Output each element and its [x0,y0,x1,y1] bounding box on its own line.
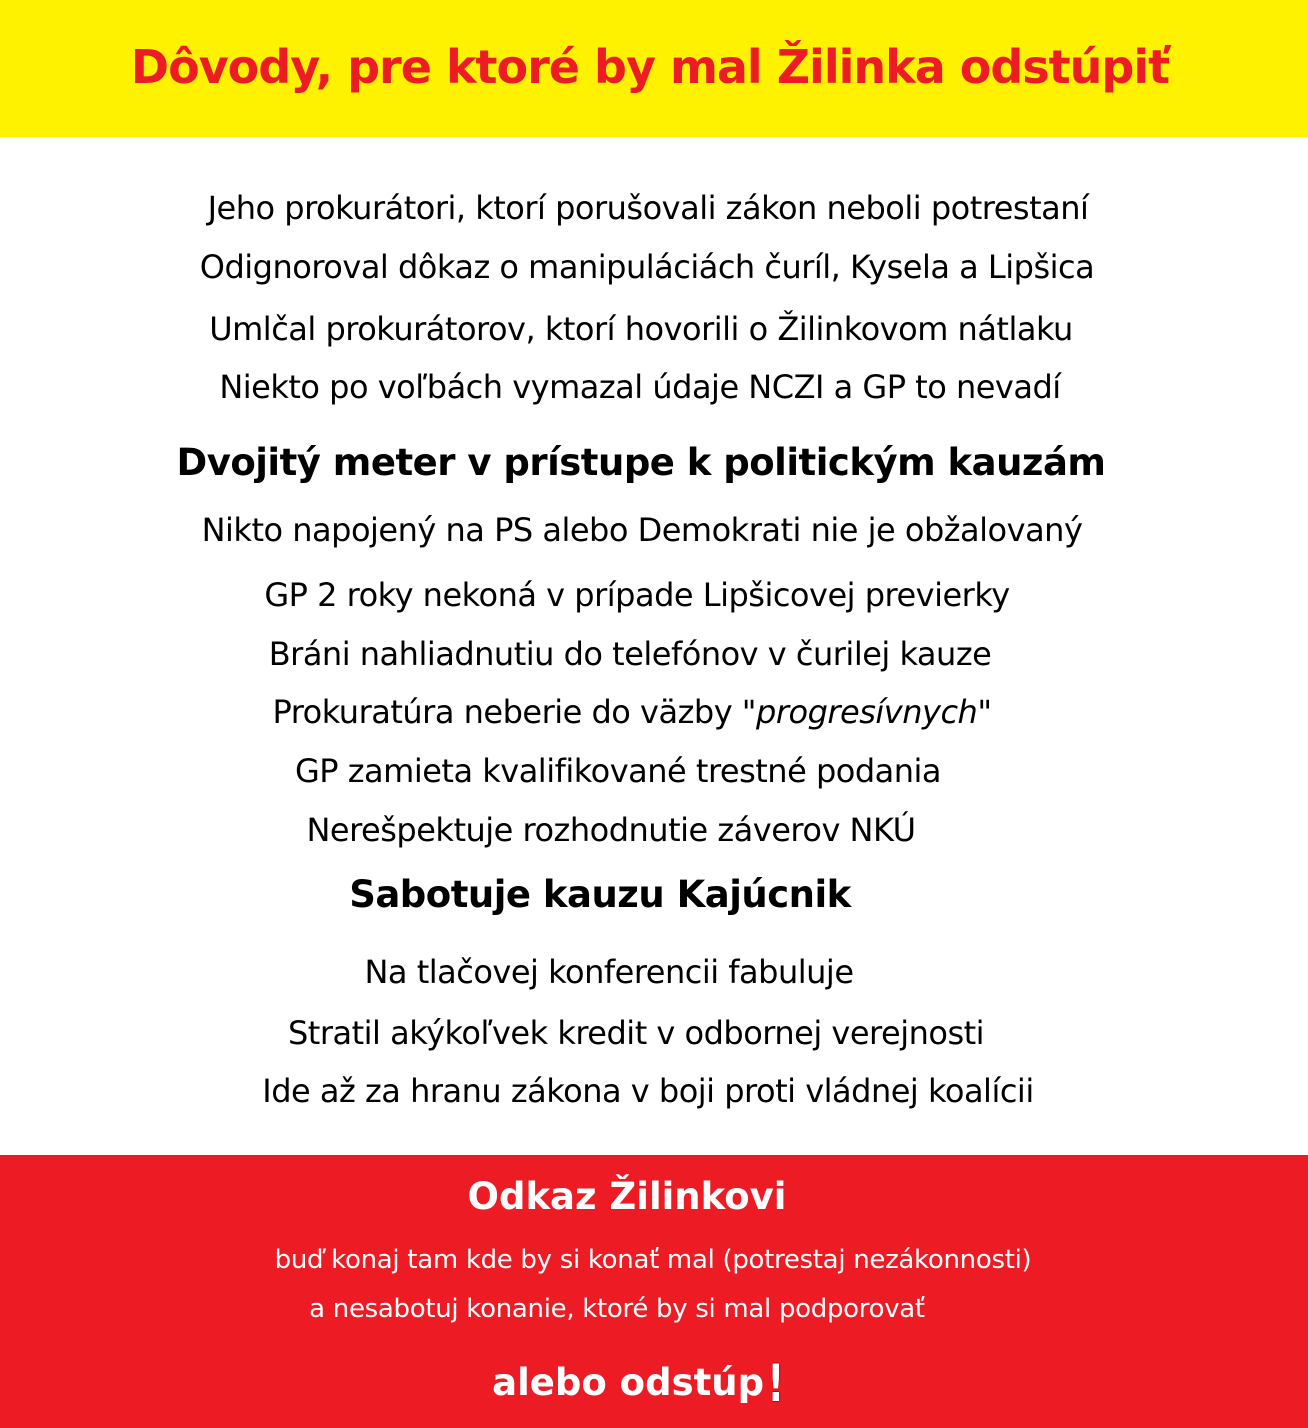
reason-14: Stratil akýkoľvek kredit v odbornej verejnosti [287,1014,985,1052]
reason-12-heading: Sabotuje kauzu Kajúcnik [349,873,851,916]
reason-4: Niekto po voľbách vymazal údaje NCZI a GP to nevadí [219,368,1061,406]
reason-8: Bráni nahliadnutiu do telefónov v čurilej kauze [268,635,992,673]
reason-2: Odignoroval dôkaz o manipuláciách čuríl, Kysela a Lipšica [199,248,1095,286]
reason-3: Umlčal prokurátorov, ktorí hovorili o Žilinkovom nátlaku [209,310,1073,348]
page-title: Dôvody, pre ktoré by mal Žilinka odstúpiť [130,40,1170,94]
reason-15: Ide až za hranu zákona v boji proti vládnej koalícii [262,1072,1034,1110]
footer-final-text: alebo odstúp [492,1361,765,1404]
exclamation-icon: ! [767,1354,785,1414]
header-banner [0,0,1308,137]
reason-9-italic: "progresívnych" [741,693,992,731]
footer-final [0,1354,1280,1414]
reason-9 [0,693,1264,731]
reason-7: GP 2 roky nekoná v prípade Lipšicovej previerky [264,576,1010,614]
footer-title: Odkaz Žilinkovi [467,1175,787,1218]
footer-line-1: buď konaj tam kde by si konať mal (potrestaj nezákonnosti) [274,1245,1032,1275]
reason-10: GP zamieta kvalifikované trestné podania [294,752,942,790]
reason-6: Nikto napojený na PS alebo Demokrati nie je obžalovaný [201,511,1083,549]
reason-9-text: Prokuratúra neberie do väzby [272,693,742,731]
reason-5-heading: Dvojitý meter v prístupe k politickým kauzám [176,441,1106,484]
reason-13: Na tlačovej konferencii fabuluje [364,953,854,991]
reason-11: Nerešpektuje rozhodnutie záverov NKÚ [306,811,916,849]
reason-1: Jeho prokurátori, ktorí porušovali zákon neboli potrestaní [207,189,1089,227]
footer-banner [0,1155,1308,1428]
footer-line-2: a nesabotuj konanie, ktoré by si mal podporovať [309,1294,925,1324]
